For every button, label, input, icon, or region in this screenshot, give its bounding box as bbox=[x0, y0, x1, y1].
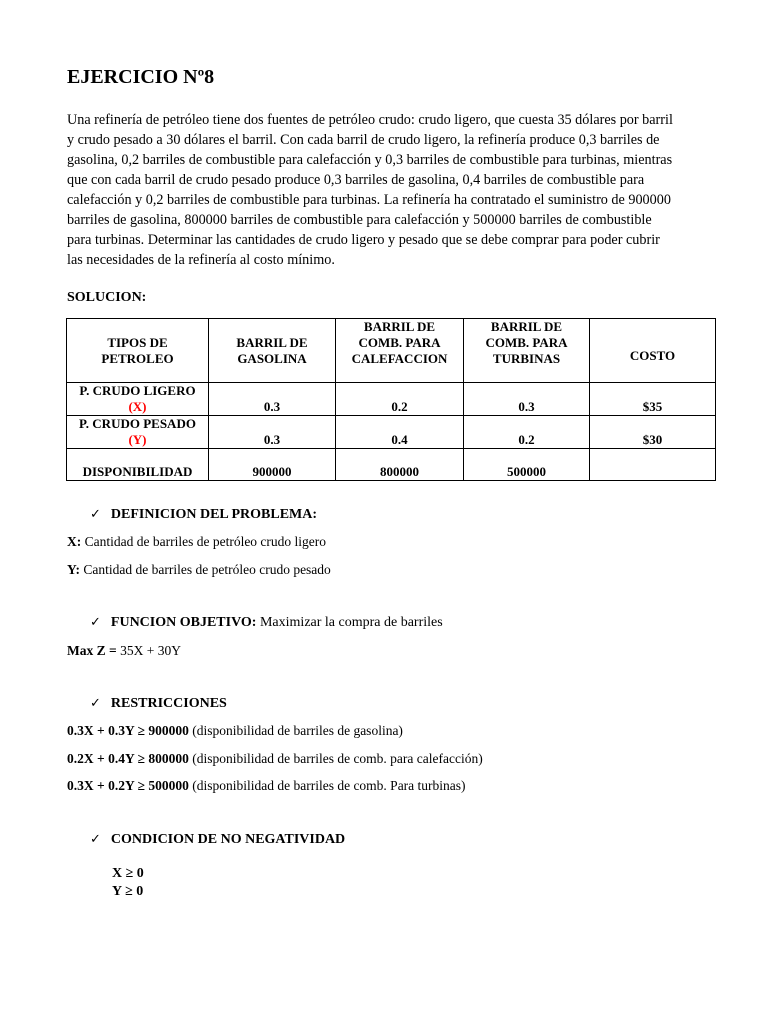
problem-line: las necesidades de la refinería al costo mínimo. bbox=[67, 252, 335, 268]
problem-line: que con cada barril de crudo pesado produce 0,3 barriles de gasolina, 0,4 barriles de combustible para bbox=[67, 172, 645, 188]
cell-gasolina: 900000 bbox=[209, 449, 336, 481]
cell-calefaccion: 800000 bbox=[336, 449, 464, 481]
variable-y: (Y) bbox=[128, 432, 147, 447]
check-icon: ✓ bbox=[90, 615, 101, 630]
cell-calefaccion: 0.2 bbox=[336, 383, 464, 416]
definition-x: X: Cantidad de barriles de petróleo crudo ligero bbox=[67, 534, 327, 549]
header-costo: COSTO bbox=[590, 319, 716, 383]
problem-statement bbox=[67, 110, 717, 270]
check-icon: ✓ bbox=[90, 696, 101, 711]
header-turbinas: BARRIL DE COMB. PARA TURBINAS bbox=[464, 319, 590, 383]
table-row bbox=[67, 383, 716, 416]
check-icon: ✓ bbox=[90, 507, 101, 522]
problem-line: gasolina, 0,2 barriles de combustible para calefacción y 0,3 barriles de combustible para turbinas, mientras bbox=[67, 152, 673, 168]
problem-line: para turbinas. Determinar las cantidades de crudo ligero y pesado que se debe comprar para poder cubrir bbox=[67, 232, 660, 248]
header-calefaccion: BARRIL DE COMB. PARA CALEFACCION bbox=[336, 319, 464, 383]
cell-costo: $30 bbox=[590, 416, 716, 449]
cell-gasolina: 0.3 bbox=[209, 383, 336, 416]
cell-turbinas: 0.3 bbox=[464, 383, 590, 416]
problem-line: calefacción y 0,2 barriles de combustible para turbinas. La refinería ha contratado el suministro de 900000 bbox=[67, 192, 671, 208]
row-label: P. CRUDO LIGERO (X) bbox=[67, 383, 209, 416]
variable-x: (X) bbox=[128, 399, 147, 414]
data-table bbox=[66, 318, 716, 481]
definicion-heading: ✓ DEFINICION DEL PROBLEMA: bbox=[90, 507, 318, 522]
constraint: 0.3X + 0.2Y ≥ 500000 (disponibilidad de barriles de comb. Para turbinas) bbox=[67, 778, 466, 793]
cell-costo bbox=[590, 449, 716, 481]
definition-y: Y: Cantidad de barriles de petróleo crudo pesado bbox=[67, 562, 331, 577]
exercise-title: EJERCICIO Nº8 bbox=[67, 66, 215, 88]
non-negativity-y: Y ≥ 0 bbox=[112, 884, 144, 899]
check-icon: ✓ bbox=[90, 832, 101, 847]
row-label: DISPONIBILIDAD bbox=[67, 449, 209, 481]
cell-gasolina: 0.3 bbox=[209, 416, 336, 449]
cell-costo: $35 bbox=[590, 383, 716, 416]
non-negativity-x: X ≥ 0 bbox=[112, 866, 144, 881]
objective-function: Max Z = 35X + 30Y bbox=[67, 643, 181, 658]
header-tipos: TIPOS DE PETROLEO bbox=[67, 319, 209, 383]
problem-line: y crudo pesado a 30 dólares el barril. Con cada barril de crudo ligero, la refinería produce 0,3 barriles de bbox=[67, 132, 660, 148]
header-gasolina: BARRIL DE GASOLINA bbox=[209, 319, 336, 383]
cell-calefaccion: 0.4 bbox=[336, 416, 464, 449]
table-row bbox=[67, 416, 716, 449]
problem-line: Una refinería de petróleo tiene dos fuentes de petróleo crudo: crudo ligero, que cuesta 35 dólares por barril bbox=[67, 112, 673, 128]
solution-heading: SOLUCION: bbox=[67, 290, 147, 305]
constraint: 0.2X + 0.4Y ≥ 800000 (disponibilidad de barriles de comb. para calefacción) bbox=[67, 751, 483, 766]
funcion-heading: ✓ FUNCION OBJETIVO: Maximizar la compra de barriles bbox=[90, 615, 443, 630]
table-header-row bbox=[67, 319, 716, 383]
problem-line: barriles de gasolina, 800000 barriles de combustible para calefacción y 500000 barriles de combustible bbox=[67, 212, 652, 228]
restricciones-heading: ✓ RESTRICCIONES bbox=[90, 696, 227, 711]
row-label: P. CRUDO PESADO (Y) bbox=[67, 416, 209, 449]
cell-turbinas: 0.2 bbox=[464, 416, 590, 449]
table-row-disponibilidad bbox=[67, 449, 716, 481]
no-negatividad-heading: ✓ CONDICION DE NO NEGATIVIDAD bbox=[90, 832, 346, 847]
constraint: 0.3X + 0.3Y ≥ 900000 (disponibilidad de barriles de gasolina) bbox=[67, 723, 403, 738]
cell-turbinas: 500000 bbox=[464, 449, 590, 481]
